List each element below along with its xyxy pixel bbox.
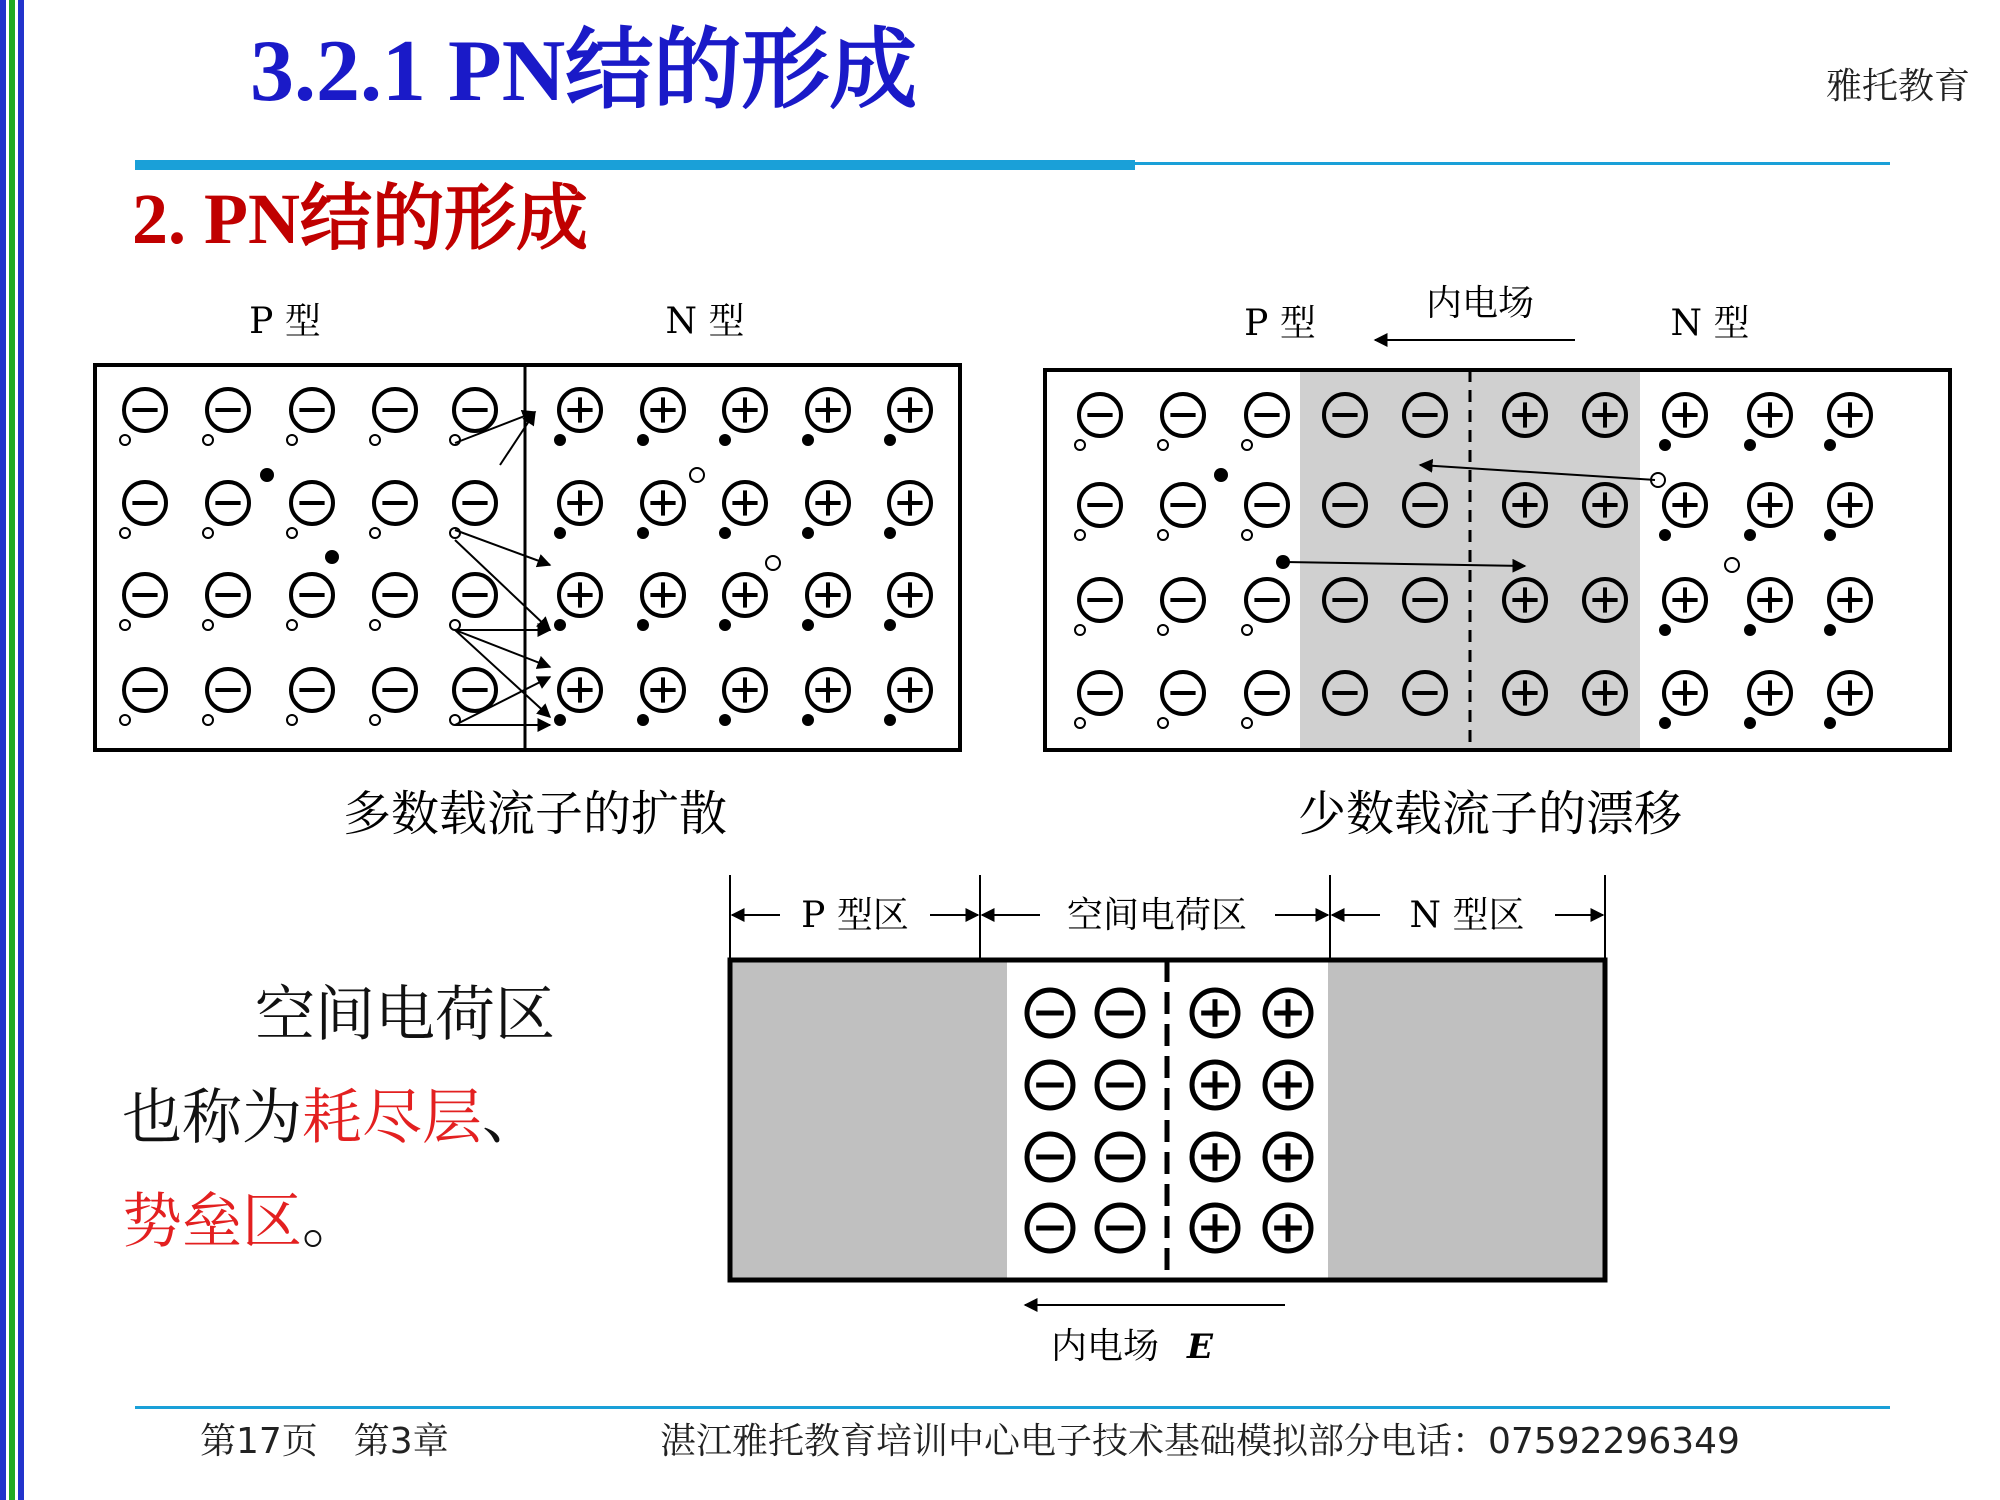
edge-stripe-green xyxy=(9,0,15,1500)
diffusion-arrows xyxy=(455,412,550,725)
electron-icon xyxy=(1744,624,1756,636)
negative-ion-icon xyxy=(1162,484,1204,526)
hole-icon xyxy=(1158,625,1168,635)
hole-icon xyxy=(690,468,704,482)
negative-ion-icon xyxy=(291,669,333,711)
negative-ion-icon xyxy=(374,482,416,524)
negative-ion-icon xyxy=(1079,579,1121,621)
hole-icon xyxy=(120,528,130,538)
positive-ion-icon xyxy=(642,669,684,711)
negative-ion-icon xyxy=(1246,579,1288,621)
electron-icon xyxy=(719,619,731,631)
positive-ion-icon xyxy=(1829,579,1871,621)
positive-ion-icon xyxy=(1192,1062,1238,1108)
hole-icon xyxy=(450,435,460,445)
footer-contact-info: 湛江雅托教育培训中心电子技术基础模拟部分电话：07592296349 xyxy=(660,1421,1740,1462)
hole-icon xyxy=(1158,530,1168,540)
positive-ion-icon xyxy=(1664,672,1706,714)
positive-ion-icon xyxy=(1265,1062,1311,1108)
hole-icon xyxy=(203,528,213,538)
negative-ion-icon xyxy=(1246,484,1288,526)
diffusion-diagram xyxy=(80,285,980,855)
positive-ion-icon xyxy=(1192,990,1238,1036)
negative-ion-icon xyxy=(374,574,416,616)
negative-ion-icon xyxy=(1027,1205,1073,1251)
negative-ion-icon xyxy=(291,574,333,616)
negative-ion-icon xyxy=(1079,672,1121,714)
hole-icon xyxy=(1725,558,1739,572)
electron-icon xyxy=(637,527,649,539)
electron-icon xyxy=(719,527,731,539)
negative-ion-icon xyxy=(1027,1134,1073,1180)
positive-ion-icon xyxy=(889,669,931,711)
header-rule-thick xyxy=(135,160,1135,170)
description-line-2 xyxy=(122,1083,542,1153)
hole-icon xyxy=(1075,718,1085,728)
electron-icon xyxy=(884,434,896,446)
electron-icon xyxy=(1824,529,1836,541)
negative-ion-icon xyxy=(291,482,333,524)
positive-ion-icon xyxy=(1749,484,1791,526)
positive-ion-icon xyxy=(1664,484,1706,526)
electron-icon xyxy=(554,714,566,726)
negative-ion-icon xyxy=(1246,672,1288,714)
negative-ion-icon xyxy=(454,389,496,431)
electron-icon xyxy=(884,619,896,631)
p-bulk-region xyxy=(732,960,1007,1280)
section-title: 2. PN结的形成 xyxy=(132,179,588,259)
hole-icon xyxy=(203,435,213,445)
hole-icon xyxy=(287,435,297,445)
negative-ion-icon xyxy=(454,669,496,711)
hole-icon xyxy=(120,435,130,445)
positive-ion-icon xyxy=(559,574,601,616)
n-bulk-region xyxy=(1328,960,1603,1280)
diffusion-caption: 多数载流子的扩散 xyxy=(342,786,728,842)
positive-ion-icon xyxy=(807,389,849,431)
negative-ion-icon xyxy=(1162,394,1204,436)
positive-ion-icon xyxy=(1192,1205,1238,1251)
footer-page-info: 第17页 第3章 xyxy=(200,1421,449,1462)
hole-icon xyxy=(370,435,380,445)
depletion-layer-term: 耗尽层 xyxy=(302,1083,482,1153)
positive-ion-icon xyxy=(1829,484,1871,526)
negative-ion-icon xyxy=(1162,672,1204,714)
n-region-label: N 型区 xyxy=(1409,895,1525,936)
electron-icon xyxy=(1824,439,1836,451)
description-line-3 xyxy=(122,1187,362,1257)
positive-ion-icon xyxy=(1664,394,1706,436)
hole-icon xyxy=(203,715,213,725)
positive-ion-icon xyxy=(807,574,849,616)
positive-ion-icon xyxy=(642,574,684,616)
negative-ion-icon xyxy=(124,574,166,616)
hole-icon xyxy=(370,620,380,630)
field-symbol: E xyxy=(1187,1327,1213,1367)
negative-ion-icon xyxy=(1079,394,1121,436)
field-label: 内电场 xyxy=(1425,283,1535,324)
p-region-label: P 型区 xyxy=(801,895,909,936)
positive-ion-icon xyxy=(642,482,684,524)
negative-ion-icon xyxy=(207,574,249,616)
positive-ion-icon xyxy=(889,574,931,616)
footer-rule xyxy=(135,1406,1890,1409)
hole-icon xyxy=(1242,530,1252,540)
space-charge-diagram xyxy=(720,865,1620,1385)
positive-ion-icon xyxy=(1829,672,1871,714)
positive-ion-icon xyxy=(889,482,931,524)
electron-icon xyxy=(325,550,339,564)
header-rule-thin xyxy=(1135,162,1890,165)
hole-icon xyxy=(287,715,297,725)
electron-icon xyxy=(802,714,814,726)
hole-icon xyxy=(450,528,460,538)
hole-icon xyxy=(370,715,380,725)
negative-ion-icon xyxy=(1027,990,1073,1036)
hole-icon xyxy=(450,620,460,630)
positive-ion-icon xyxy=(724,482,766,524)
positive-ion-icon xyxy=(807,669,849,711)
hole-icon xyxy=(370,528,380,538)
hole-icon xyxy=(1075,625,1085,635)
positive-ion-icon xyxy=(1749,672,1791,714)
electron-icon xyxy=(1744,717,1756,729)
hole-icon xyxy=(1158,440,1168,450)
positive-ion-icon xyxy=(807,482,849,524)
electron-icon xyxy=(802,434,814,446)
space-charge-label: 空间电荷区 xyxy=(1066,895,1248,936)
positive-ion-icon xyxy=(1749,579,1791,621)
positive-ion-icon xyxy=(1265,1134,1311,1180)
negative-ion-icon xyxy=(1027,1062,1073,1108)
brand-label: 雅托教育 xyxy=(1825,66,1970,107)
negative-ion-icon xyxy=(1162,579,1204,621)
positive-ion-icon xyxy=(1265,990,1311,1036)
positive-ion-icon xyxy=(724,574,766,616)
edge-stripe-blue-inner xyxy=(18,0,24,1500)
positive-ion-icon xyxy=(642,389,684,431)
hole-icon xyxy=(1242,718,1252,728)
negative-ion-icon xyxy=(454,482,496,524)
positive-ion-icon xyxy=(559,389,601,431)
positive-ion-icon xyxy=(1664,579,1706,621)
description-prefix: 也称为 xyxy=(122,1083,302,1153)
electron-icon xyxy=(719,714,731,726)
negative-ion-icon xyxy=(291,389,333,431)
page-title: 3.2.1 PN结的形成 xyxy=(250,23,918,120)
electron-icon xyxy=(260,468,274,482)
electron-icon xyxy=(802,527,814,539)
hole-icon xyxy=(1242,440,1252,450)
hole-icon xyxy=(203,620,213,630)
negative-ion-icon xyxy=(207,482,249,524)
p-type-label: P 型 xyxy=(249,301,321,342)
negative-ion-icon xyxy=(124,669,166,711)
electron-icon xyxy=(884,527,896,539)
negative-ion-icon xyxy=(1097,1062,1143,1108)
electron-icon xyxy=(637,714,649,726)
drift-diagram xyxy=(1035,275,1970,855)
n-type-label: N 型 xyxy=(665,301,745,342)
electron-icon xyxy=(1824,624,1836,636)
electron-icon xyxy=(1659,624,1671,636)
positive-ion-icon xyxy=(724,389,766,431)
negative-ion-icon xyxy=(207,669,249,711)
electron-icon xyxy=(1659,439,1671,451)
positive-ion-icon xyxy=(1265,1205,1311,1251)
description-period: 。 xyxy=(302,1187,362,1257)
negative-ion-icon xyxy=(1097,990,1143,1036)
electron-icon xyxy=(1659,717,1671,729)
negative-ion-icon xyxy=(454,574,496,616)
negative-ion-icon xyxy=(374,669,416,711)
hole-icon xyxy=(120,715,130,725)
electron-icon xyxy=(637,619,649,631)
p-type-label: P 型 xyxy=(1244,303,1316,344)
positive-ion-icon xyxy=(1829,394,1871,436)
positive-ion-icon xyxy=(889,389,931,431)
description-comma: 、 xyxy=(482,1083,542,1153)
electron-icon xyxy=(554,619,566,631)
positive-ion-icon xyxy=(1192,1134,1238,1180)
electron-icon xyxy=(1659,529,1671,541)
electron-icon xyxy=(1744,529,1756,541)
negative-ion-icon xyxy=(1246,394,1288,436)
hole-icon xyxy=(287,620,297,630)
positive-ion-icon xyxy=(724,669,766,711)
barrier-region-term: 势垒区 xyxy=(122,1187,302,1257)
negative-ion-icon xyxy=(124,482,166,524)
hole-icon xyxy=(1075,530,1085,540)
hole-icon xyxy=(766,556,780,570)
negative-ion-icon xyxy=(1079,484,1121,526)
electron-icon xyxy=(554,434,566,446)
negative-ion-icon xyxy=(374,389,416,431)
hole-icon xyxy=(1075,440,1085,450)
field-label: 内电场 xyxy=(1050,1326,1160,1367)
hole-icon xyxy=(120,620,130,630)
description-line-1: 空间电荷区 xyxy=(255,980,555,1050)
electron-icon xyxy=(719,434,731,446)
drift-caption: 少数载流子的漂移 xyxy=(1297,786,1683,842)
electron-icon xyxy=(884,714,896,726)
negative-ion-icon xyxy=(207,389,249,431)
electron-icon xyxy=(802,619,814,631)
electron-icon xyxy=(637,434,649,446)
positive-ion-icon xyxy=(559,482,601,524)
edge-stripe-blue xyxy=(0,0,6,1500)
n-type-label: N 型 xyxy=(1670,303,1750,344)
electron-icon xyxy=(1824,717,1836,729)
positive-ion-icon xyxy=(559,669,601,711)
hole-icon xyxy=(1158,718,1168,728)
hole-icon xyxy=(287,528,297,538)
electron-icon xyxy=(554,527,566,539)
hole-icon xyxy=(1242,625,1252,635)
electron-icon xyxy=(1214,468,1228,482)
negative-ion-icon xyxy=(124,389,166,431)
electron-icon xyxy=(1744,439,1756,451)
positive-ion-icon xyxy=(1749,394,1791,436)
negative-ion-icon xyxy=(1097,1134,1143,1180)
negative-ion-icon xyxy=(1097,1205,1143,1251)
